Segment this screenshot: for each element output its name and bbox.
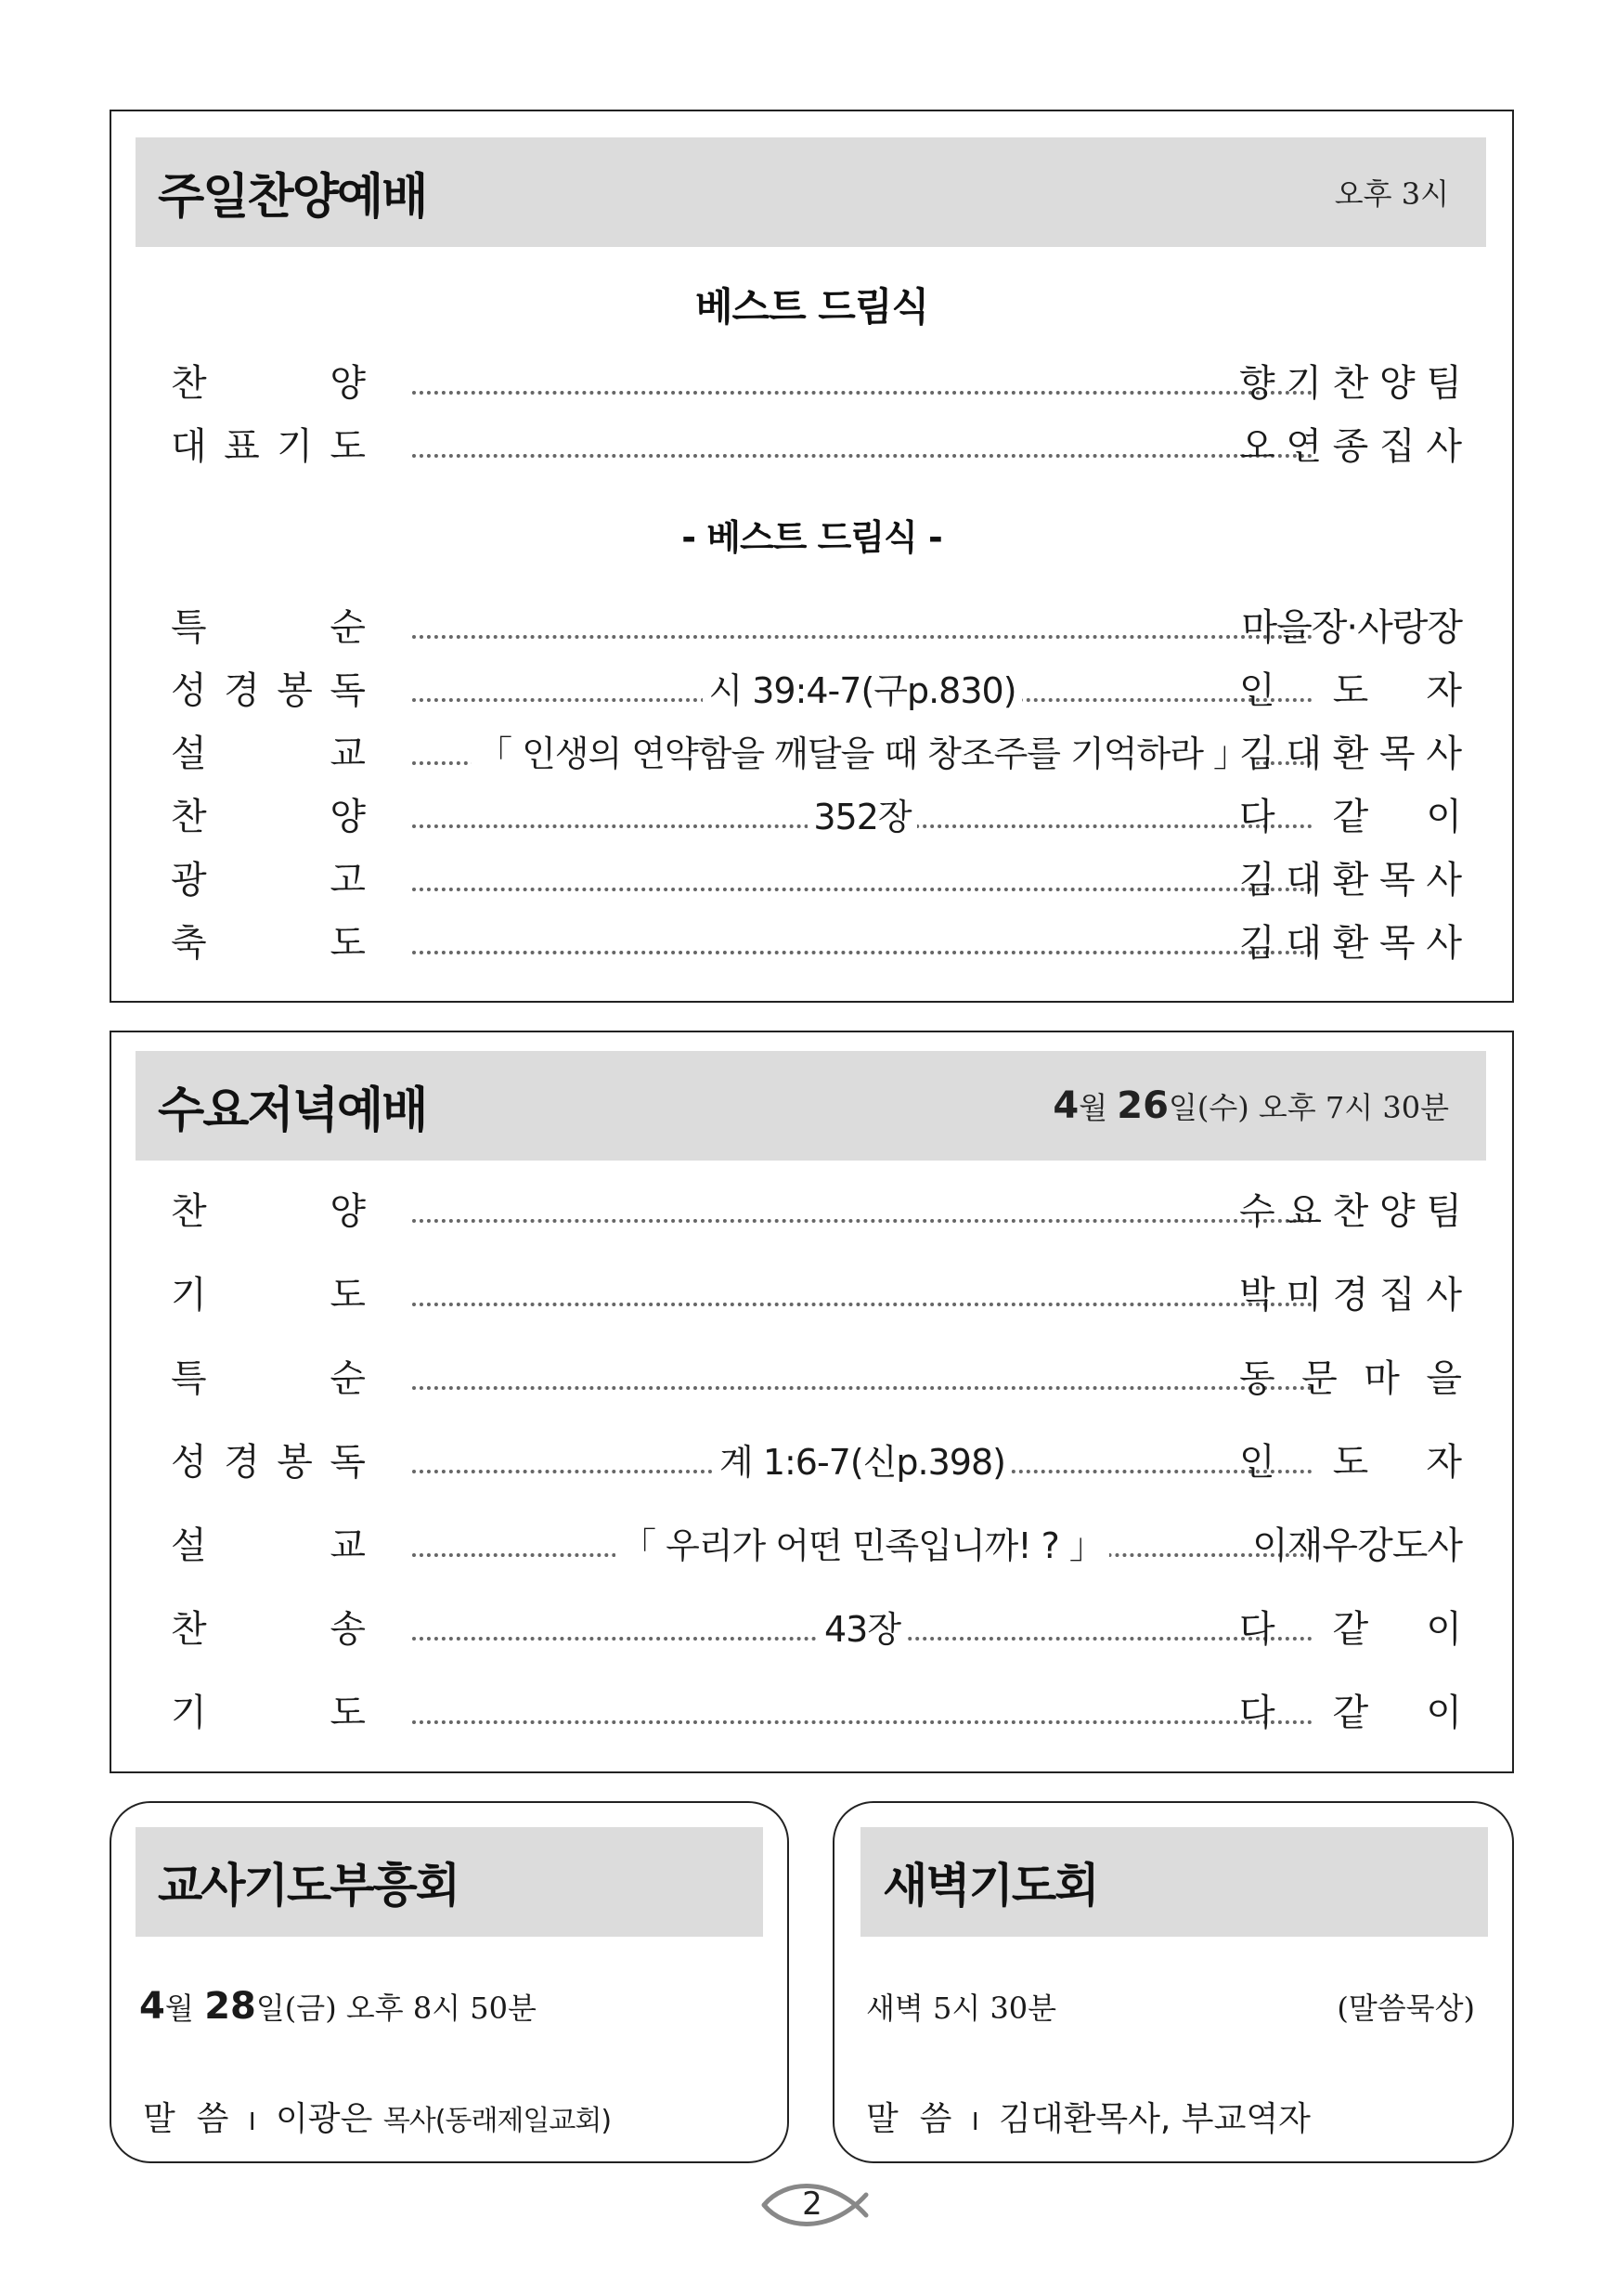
word-label: 말 씀 [143, 2100, 229, 2138]
word-label: 말 씀 [866, 2100, 952, 2138]
section-title: 새벽기도회 [883, 1859, 1098, 1913]
dotted-leader [412, 1386, 1313, 1390]
leader-char: 동 [1239, 1357, 1275, 1400]
leader-char: 집 [1378, 425, 1416, 468]
leader-char: 목 [1378, 922, 1416, 965]
order-label [171, 1603, 366, 1655]
leader-char: 마 [1364, 1357, 1400, 1400]
order-leader [1239, 1269, 1462, 1321]
order-label [171, 665, 366, 717]
dawn-prayer-header [860, 1827, 1488, 1937]
label-char: 설 [171, 1524, 207, 1567]
leader-char: 자 [1426, 669, 1462, 712]
separator: I [248, 2108, 256, 2136]
leader-char: 다 [1239, 796, 1275, 838]
dotted-leader [412, 951, 1313, 954]
leader-char: 환 [1332, 859, 1369, 902]
order-label [171, 1520, 366, 1572]
label-char: 찬 [171, 362, 207, 405]
label-char: 도 [330, 425, 366, 468]
label-char: 봉 [277, 669, 313, 712]
order-label [171, 1186, 366, 1238]
order-label [171, 1269, 366, 1321]
order-row [111, 665, 1512, 717]
section-title: 주일찬양예배 [158, 169, 427, 226]
dawn-time: 새벽 5시 30분 [866, 1991, 1057, 2026]
label-char: 찬 [171, 796, 207, 838]
order-leader [1239, 1687, 1462, 1739]
order-detail [412, 1520, 1313, 1572]
sunday-service-box [110, 110, 1514, 1003]
label-char: 도 [330, 922, 366, 965]
leader-char: 종 [1332, 425, 1369, 468]
leader-char: 김 [1239, 859, 1275, 902]
label-char: 특 [171, 1357, 207, 1400]
leader-char: 사 [1426, 1274, 1462, 1317]
label-char: 설 [171, 733, 207, 775]
order-leader [1239, 728, 1462, 780]
order-label [171, 602, 366, 654]
dotted-leader [412, 635, 1313, 639]
date-rest: 일(수) 오후 7시 30분 [1168, 1090, 1449, 1125]
leader-char: 대 [1286, 733, 1322, 775]
order-detail [412, 728, 1313, 780]
detail-text: 「 우리가 어떤 민족입니까! ? 」 [615, 1525, 1109, 1566]
order-label [171, 728, 366, 780]
order-leader [1239, 357, 1462, 409]
order-detail [412, 665, 1313, 717]
leader-char: 을 [1426, 1357, 1462, 1400]
teacher-prayer-speaker [143, 2093, 611, 2140]
order-row [111, 1603, 1512, 1655]
label-char: 기 [171, 1274, 207, 1317]
order-label [171, 791, 366, 843]
page-number: 2 [802, 2186, 822, 2223]
leader-char: 대 [1286, 922, 1322, 965]
order-leader: 이재우강도사 [1252, 1524, 1462, 1567]
date-day: 28 [204, 1985, 256, 2028]
order-leader [1239, 1436, 1462, 1488]
dotted-leader [412, 1720, 1313, 1724]
leader-char: 사 [1426, 922, 1462, 965]
date-rest: 일(금) 오후 8시 50분 [255, 1991, 537, 2026]
section-title: 수요저녁예배 [158, 1083, 427, 1139]
separator: I [971, 2108, 979, 2136]
label-char: 독 [330, 1441, 366, 1484]
leader-char: 환 [1332, 733, 1369, 775]
detail-text: 계 1:6-7(신p.398) [714, 1442, 1011, 1483]
leader-char: 찬 [1332, 362, 1369, 405]
label-char: 기 [277, 425, 313, 468]
label-char: 봉 [277, 1441, 313, 1484]
leader-char: 양 [1378, 362, 1416, 405]
order-leader [1239, 421, 1462, 473]
leader-char: 집 [1378, 1274, 1416, 1317]
order-row [111, 602, 1512, 654]
order-label [171, 421, 366, 473]
leader-char: 도 [1332, 1441, 1369, 1484]
sermon-series-divider: - 베스트 드림식 - [681, 517, 942, 558]
leader-char: 김 [1239, 733, 1275, 775]
order-leader [1239, 1186, 1462, 1238]
leader-char: 다 [1239, 1608, 1275, 1651]
dawn-prayer-time [866, 1985, 1056, 2028]
order-label [171, 1436, 366, 1488]
wednesday-service-header [136, 1051, 1486, 1161]
order-row [111, 791, 1512, 843]
order-row [111, 357, 1512, 409]
order-label [171, 1353, 366, 1405]
detail-text: 시 39:4-7(구p.830) [703, 670, 1021, 711]
speaker-name: 김대환목사, 부교역자 [999, 2100, 1311, 2138]
order-leader [1239, 1353, 1462, 1405]
label-char: 도 [330, 1274, 366, 1317]
leader-char: 사 [1426, 425, 1462, 468]
date-month-unit: 월 [164, 1991, 194, 2026]
leader-char: 미 [1286, 1274, 1322, 1317]
section-title: 교사기도부흥회 [158, 1859, 459, 1913]
dotted-leader [412, 454, 1313, 458]
sermon-series-title: 베스트 드림식 [694, 284, 929, 330]
order-leader [1239, 665, 1462, 717]
leader-char: 향 [1239, 362, 1275, 405]
label-char: 양 [330, 362, 366, 405]
date-month: 4 [139, 1985, 165, 2028]
detail-text: 352장 [808, 797, 916, 837]
label-char: 양 [330, 1190, 366, 1233]
label-char: 송 [330, 1608, 366, 1651]
date-month: 4 [1053, 1084, 1080, 1127]
dotted-leader [412, 1219, 1313, 1223]
leader-char: 도 [1332, 669, 1369, 712]
leader-char: 인 [1239, 1441, 1275, 1484]
leader-char: 박 [1239, 1274, 1275, 1317]
label-char: 순 [330, 1357, 366, 1400]
leader-char: 같 [1332, 796, 1369, 838]
leader-char: 같 [1332, 1608, 1369, 1651]
service-time [1053, 1084, 1449, 1127]
leader-char: 찬 [1332, 1190, 1369, 1233]
label-char: 순 [330, 606, 366, 649]
page-number-fish [757, 2173, 886, 2238]
label-char: 도 [330, 1692, 366, 1734]
label-char: 경 [224, 669, 260, 712]
order-row [111, 1186, 1512, 1238]
leader-char: 사 [1426, 859, 1462, 902]
teacher-prayer-date [139, 1985, 537, 2028]
label-char: 찬 [171, 1190, 207, 1233]
teacher-prayer-header [136, 1827, 763, 1937]
wednesday-service-box [110, 1031, 1514, 1773]
order-leader [1239, 917, 1462, 969]
leader-char: 자 [1426, 1441, 1462, 1484]
leader-char: 다 [1239, 1692, 1275, 1734]
leader-char: 목 [1378, 859, 1416, 902]
leader-char: 김 [1239, 922, 1275, 965]
leader-char: 이 [1426, 796, 1462, 838]
order-row [111, 1269, 1512, 1321]
dawn-prayer-box [833, 1801, 1514, 2163]
dotted-leader [412, 391, 1313, 395]
label-char: 성 [171, 669, 207, 712]
detail-text: 「 인생의 연약함을 깨달을 때 창조주를 기억하라 」 [472, 733, 1253, 774]
leader-char: 양 [1378, 1190, 1416, 1233]
leader-char: 경 [1332, 1274, 1369, 1317]
dotted-leader [412, 1303, 1313, 1306]
order-detail [412, 1603, 1313, 1655]
label-char: 고 [330, 859, 366, 902]
order-leader [1239, 1603, 1462, 1655]
label-char: 광 [171, 859, 207, 902]
speaker-name: 이광은 [276, 2100, 373, 2138]
leader-char: 인 [1239, 669, 1275, 712]
order-label [171, 854, 366, 906]
order-row [111, 1353, 1512, 1405]
order-label [171, 1687, 366, 1739]
leader-char: 이 [1426, 1692, 1462, 1734]
leader-char: 요 [1286, 1190, 1322, 1233]
leader-char: 팀 [1426, 1190, 1462, 1233]
order-row [111, 1436, 1512, 1488]
label-char: 대 [171, 425, 207, 468]
order-leader [1239, 854, 1462, 906]
order-row [111, 917, 1512, 969]
leader-char: 연 [1286, 425, 1322, 468]
dotted-leader [412, 888, 1313, 891]
date-day: 26 [1117, 1084, 1169, 1127]
order-row [111, 854, 1512, 906]
teacher-prayer-box [110, 1801, 789, 2163]
order-detail [412, 1436, 1313, 1488]
leader-char: 대 [1286, 859, 1322, 902]
leader-char: 이 [1426, 1608, 1462, 1651]
leader-char: 오 [1239, 425, 1275, 468]
sunday-service-header [136, 137, 1486, 247]
label-char: 기 [171, 1692, 207, 1734]
label-char: 교 [330, 733, 366, 775]
label-char: 교 [330, 1524, 366, 1567]
label-char: 축 [171, 922, 207, 965]
leader-char: 문 [1301, 1357, 1338, 1400]
label-char: 특 [171, 606, 207, 649]
leader-char: 사 [1426, 733, 1462, 775]
label-char: 표 [224, 425, 260, 468]
order-label [171, 357, 366, 409]
order-leader [1239, 791, 1462, 843]
leader-char: 환 [1332, 922, 1369, 965]
order-label [171, 917, 366, 969]
order-row [111, 728, 1512, 780]
order-row [111, 421, 1512, 473]
label-char: 경 [224, 1441, 260, 1484]
order-row [111, 1520, 1512, 1572]
detail-text: 43장 [819, 1609, 906, 1650]
date-month-unit: 월 [1079, 1090, 1108, 1125]
label-char: 양 [330, 796, 366, 838]
label-char: 독 [330, 669, 366, 712]
label-char: 성 [171, 1441, 207, 1484]
note: (말씀묵상) [1337, 1991, 1475, 2026]
service-time: 오후 3시 [1334, 176, 1449, 212]
order-leader: 마을장·사랑장 [1241, 606, 1462, 649]
order-detail [412, 791, 1313, 843]
leader-char: 팀 [1426, 362, 1462, 405]
leader-char: 기 [1286, 362, 1322, 405]
dawn-prayer-speaker [866, 2093, 1311, 2140]
leader-char: 목 [1378, 733, 1416, 775]
leader-char: 수 [1239, 1190, 1275, 1233]
dawn-prayer-note [1337, 1985, 1475, 2028]
leader-char: 같 [1332, 1692, 1369, 1734]
order-row [111, 1687, 1512, 1739]
speaker-title: 목사(동래제일교회) [382, 2105, 612, 2137]
label-char: 찬 [171, 1608, 207, 1651]
